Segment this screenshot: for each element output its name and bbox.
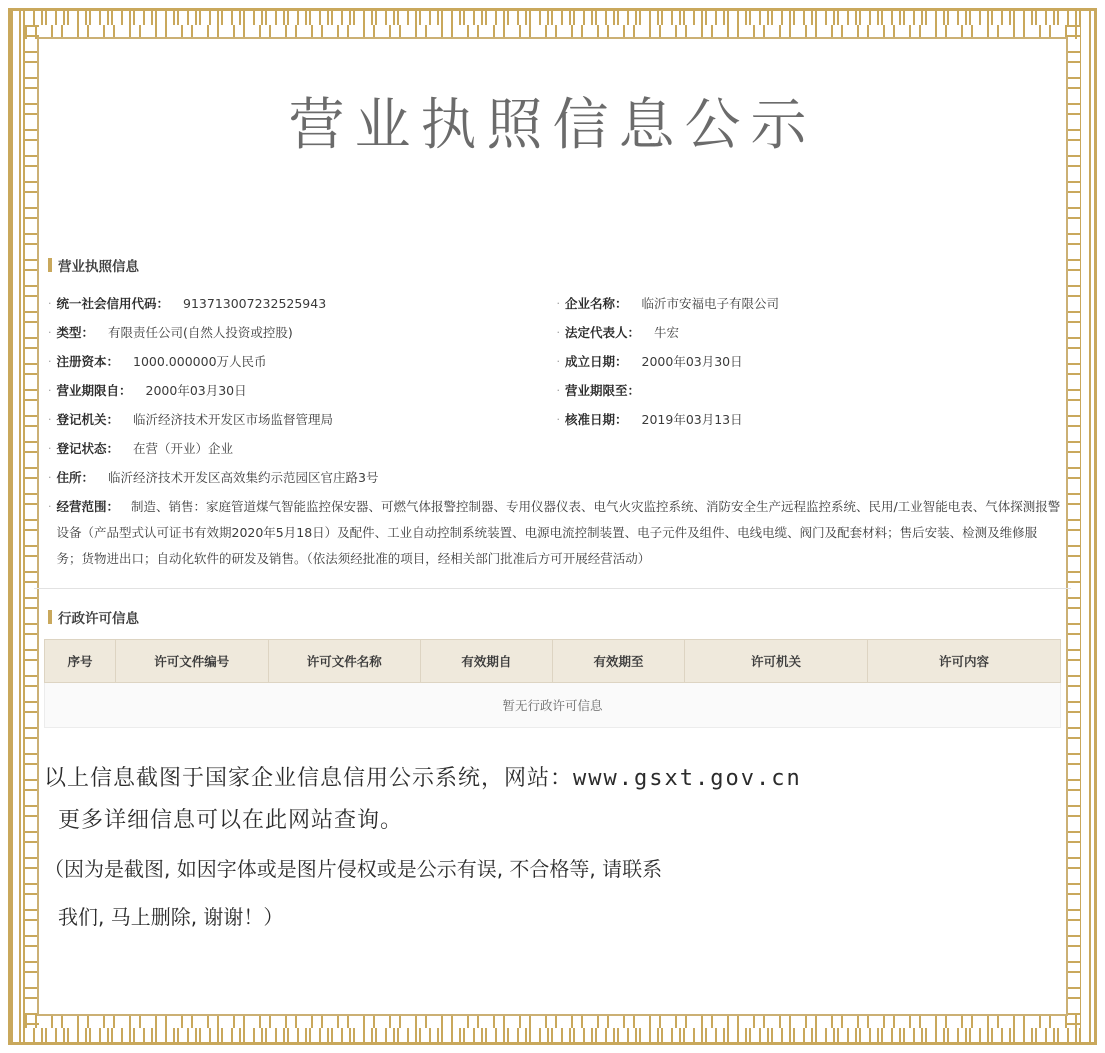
field-label: 登记机关： xyxy=(56,412,120,428)
field-value: 913713007232525943 xyxy=(183,296,327,312)
permit-table-head xyxy=(45,640,1061,683)
field-label: 成立日期： xyxy=(565,354,628,370)
field-label: 住所： xyxy=(56,470,95,486)
bullet-icon: · xyxy=(48,326,52,340)
bullet-icon: · xyxy=(48,471,52,485)
column-header-index: 序号 xyxy=(45,640,116,683)
bullet-icon: · xyxy=(48,297,52,311)
field-establishment-date xyxy=(553,347,1062,376)
note-line-1-text: 以上信息截图于国家企业信息信用公示系统，网站： xyxy=(44,766,574,792)
field-row xyxy=(44,405,1061,434)
empty-state-message: 暂无行政许可信息 xyxy=(45,683,1061,728)
page-title: 营业执照信息公示 xyxy=(288,93,817,158)
field-row xyxy=(44,347,1061,376)
field-label: 法定代表人： xyxy=(565,325,641,341)
bullet-icon: · xyxy=(48,384,52,398)
field-business-term-from xyxy=(44,376,553,405)
bullet-icon: · xyxy=(556,355,560,369)
note-line-2: 更多详细信息可以在此网站查询。 xyxy=(58,808,404,834)
field-value: 2019年03月13日 xyxy=(641,412,743,428)
gsxt-website-url: www.gsxt.gov.cn xyxy=(573,766,802,792)
field-value: 临沂经济技术开发区市场监督管理局 xyxy=(133,412,334,428)
field-approval-date xyxy=(553,405,1062,434)
table-header-row xyxy=(45,640,1061,683)
permit-info-section xyxy=(34,607,1071,728)
field-value: 临沂市安福电子有限公司 xyxy=(641,296,780,312)
field-row xyxy=(44,376,1061,405)
footer-notes xyxy=(34,758,1071,938)
field-spacer xyxy=(553,463,1062,492)
field-registered-capital xyxy=(44,347,553,376)
license-section-heading xyxy=(44,255,1061,275)
field-registration-authority xyxy=(44,405,553,434)
field-label: 统一社会信用代码： xyxy=(56,296,170,312)
note-line-3: （因为是截图, 如因字体或是图片侵权或是公示有误, 不合格等, 请联系 xyxy=(44,857,663,882)
field-label: 登记状态： xyxy=(56,441,120,457)
field-credit-code xyxy=(44,289,553,318)
field-label: 营业期限自： xyxy=(56,383,132,399)
field-address xyxy=(44,463,553,492)
field-label: 类型： xyxy=(56,325,95,341)
field-legal-representative xyxy=(553,318,1062,347)
column-header-content: 许可内容 xyxy=(867,640,1060,683)
section-marker-icon xyxy=(48,258,52,272)
field-spacer xyxy=(553,434,1062,463)
bullet-icon: · xyxy=(48,413,52,427)
permit-section-heading-label: 行政许可信息 xyxy=(58,611,139,628)
field-label: 营业期限至： xyxy=(565,383,641,399)
field-company-type xyxy=(44,318,553,347)
section-divider xyxy=(34,588,1071,589)
permit-table xyxy=(44,639,1061,728)
field-row xyxy=(44,318,1061,347)
column-header-doc-number: 许可文件编号 xyxy=(116,640,268,683)
column-header-authority: 许可机关 xyxy=(685,640,868,683)
field-business-term-to xyxy=(553,376,1062,405)
note-line-4: 我们, 马上删除, 谢谢！） xyxy=(58,905,284,930)
bullet-icon: · xyxy=(48,355,52,369)
permit-table-body xyxy=(45,683,1061,728)
field-value: 牛宏 xyxy=(654,325,680,341)
license-info-section xyxy=(34,255,1071,572)
field-value: 1000.000000万人民币 xyxy=(133,354,267,370)
field-company-name xyxy=(553,289,1062,318)
license-field-list xyxy=(44,289,1061,572)
field-row xyxy=(44,434,1061,463)
field-value: 2000年03月30日 xyxy=(641,354,743,370)
field-value: 在营（开业）企业 xyxy=(133,441,234,457)
table-row xyxy=(45,683,1061,728)
field-label: 经营范围： xyxy=(56,499,120,515)
field-label: 核准日期： xyxy=(565,412,628,428)
bullet-icon: · xyxy=(48,500,52,514)
column-header-valid-to: 有效期至 xyxy=(552,640,684,683)
field-value: 临沂经济技术开发区高效集约示范园区官庄路3号 xyxy=(108,470,379,486)
column-header-valid-from: 有效期自 xyxy=(420,640,552,683)
field-value: 有限责任公司(自然人投资或控股) xyxy=(108,325,293,341)
business-scope-body xyxy=(57,494,1062,572)
field-label: 注册资本： xyxy=(56,354,120,370)
field-row xyxy=(44,289,1061,318)
field-value: 制造、销售：家庭管道煤气智能监控保安器、可燃气体报警控制器、专用仪器仪表、电气火灾监控系统、消防安全生产远程监控系统、民用/工业智能电表、气体探测报警设备（产品型式认可证书有效期2020年5月18日）及配件、工业自动控制系统装置、电源电流控制装置、电子元件及组件、电线电缆、阀门及配套材料；售后安装、检测及维修服务；货物进出口；自动化软件的研发及销售。（依法须经批准的项目，经相关部门批准后方可开展经营活动） xyxy=(56,499,1061,567)
note-line-1 xyxy=(44,758,1061,800)
section-marker-icon xyxy=(48,610,52,624)
field-registration-status xyxy=(44,434,553,463)
field-row xyxy=(44,463,1061,492)
field-label: 企业名称： xyxy=(565,296,628,312)
bullet-icon: · xyxy=(556,297,560,311)
permit-section-heading xyxy=(44,607,1061,627)
column-header-doc-name: 许可文件名称 xyxy=(268,640,420,683)
bullet-icon: · xyxy=(556,413,560,427)
bullet-icon: · xyxy=(556,384,560,398)
bullet-icon: · xyxy=(48,442,52,456)
field-business-scope xyxy=(44,494,1061,572)
field-value: 2000年03月30日 xyxy=(145,383,247,399)
license-section-heading-label: 营业执照信息 xyxy=(58,259,139,276)
document-content xyxy=(34,34,1071,1019)
bullet-icon: · xyxy=(556,326,560,340)
